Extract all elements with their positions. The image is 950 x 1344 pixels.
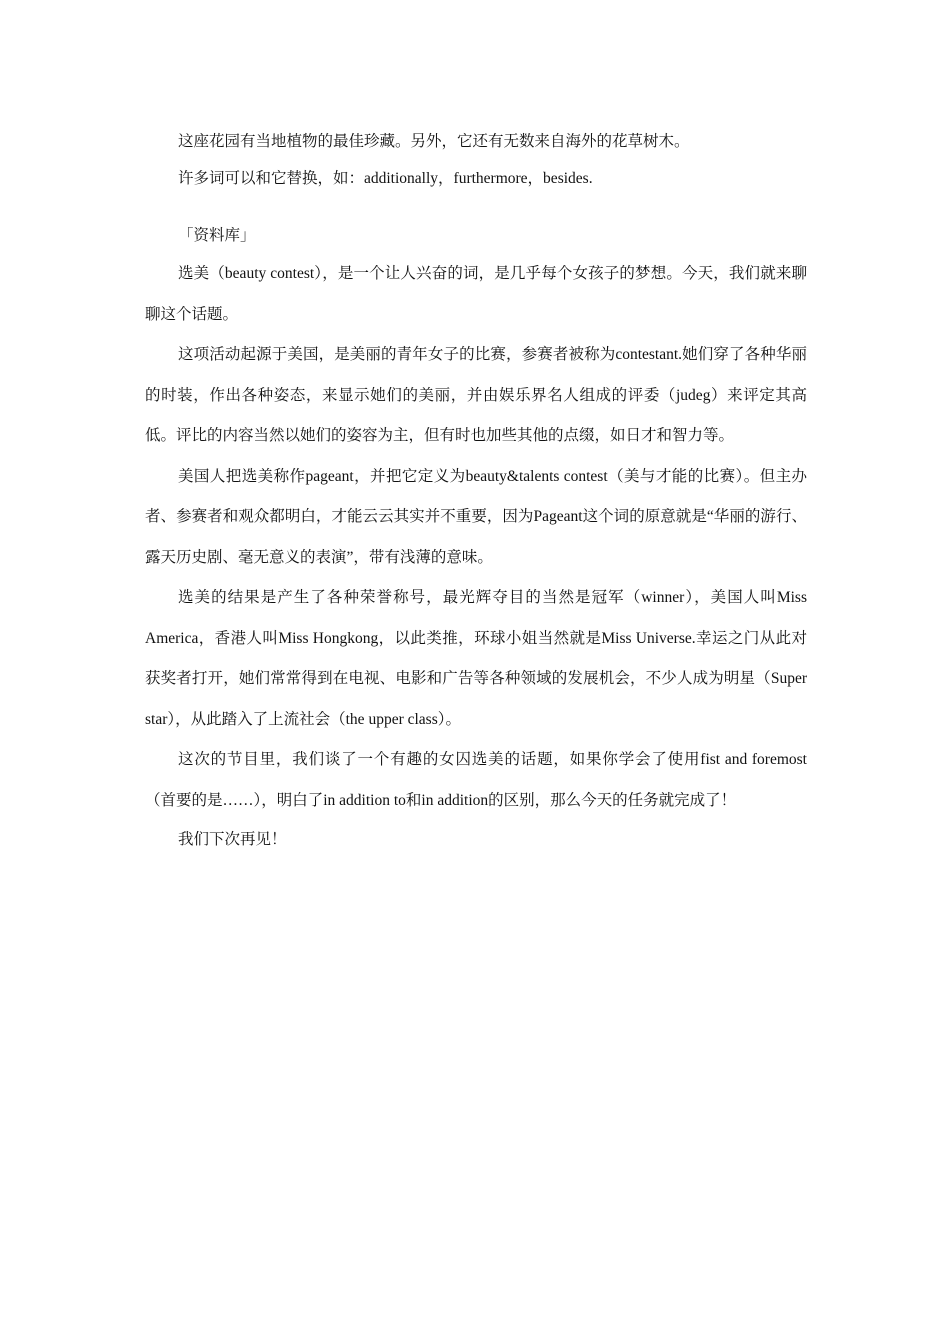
paragraph-results: 选美的结果是产生了各种荣誉称号，最光辉夺目的当然是冠军（winner），美国人叫Miss America，香港人叫Miss Hongkong，以此类推，环球小姐当然就是Miss Universe.幸运之门从此对获奖者打开，她们常常得到在电视、电影和广告等各种领域的发展机会，不少人成为明星（Super star），从此踏入了上流社会（the upper class）。 bbox=[145, 589, 807, 728]
paragraph-pageant: 美国人把选美称作pageant，并把它定义为beauty&talents contest（美与才能的比赛）。但主办者、参赛者和观众都明白，才能云云其实并不重要，因为Pageant这个词的原意就是“华丽的游行、露天历史剧、毫无意义的表演”，带有浅薄的意味。 bbox=[145, 467, 807, 566]
paragraph-origin: 这项活动起源于美国，是美丽的青年女子的比赛，参赛者被称为contestant.她们穿了各种华丽的时装，作出各种姿态，来显示她们的美丽，并由娱乐界名人组成的评委（judeg）来评定其高低。评比的内容当然以她们的姿容为主，但有时也加些其他的点缀，如日才和智力等。 bbox=[145, 346, 807, 444]
section-heading-reference: 「资料库」 bbox=[178, 227, 256, 244]
paragraph-spacer bbox=[145, 197, 807, 217]
document-body bbox=[145, 123, 807, 858]
paragraph-summary: 这次的节目里，我们谈了一个有趣的女囚选美的话题，如果你学会了使用fist and foremost（首要的是……），明白了in addition to和in addition的区别，那么今天的任务就完成了！ bbox=[145, 751, 807, 809]
paragraph-beauty-contest-intro: 选美（beauty contest），是一个让人兴奋的词，是几乎每个女孩子的梦想。今天，我们就来聊聊这个话题。 bbox=[145, 265, 807, 323]
paragraph-synonyms: 许多词可以和它替换，如：additionally，furthermore，besides. bbox=[178, 170, 593, 187]
paragraph-farewell: 我们下次再见！ bbox=[178, 831, 287, 848]
paragraph-garden-translation: 这座花园有当地植物的最佳珍藏。另外，它还有无数来自海外的花草树木。 bbox=[178, 133, 690, 150]
